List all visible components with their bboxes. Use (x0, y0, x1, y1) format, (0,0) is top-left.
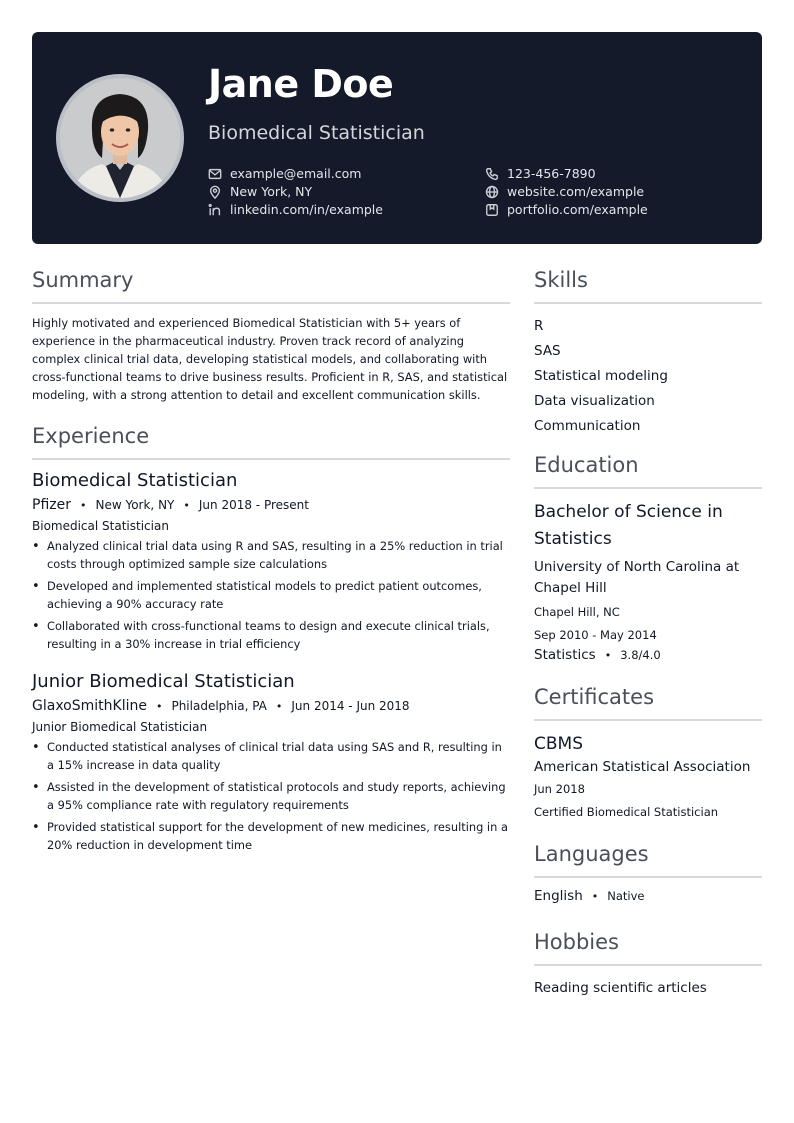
separator-dot: • (183, 499, 190, 512)
certificate-date: Jun 2018 (534, 782, 585, 796)
language-entry (534, 888, 762, 904)
certificate-issuer: American Statistical Association (534, 759, 751, 775)
separator-dot: • (604, 649, 612, 662)
resume-header (32, 32, 762, 244)
education-title: Education (534, 453, 762, 489)
certificate-name: CBMS (534, 734, 583, 754)
mail-icon (208, 167, 222, 181)
phone-icon (485, 167, 499, 181)
contact-info (208, 166, 748, 226)
linkedin-icon (208, 203, 222, 217)
job-bullets (32, 537, 510, 653)
experience-title: Experience (32, 424, 510, 460)
job-entry (32, 470, 510, 653)
job-title: Junior Biomedical Statistician (32, 671, 295, 692)
skill-item: Statistical modeling (534, 368, 668, 384)
separator-dot: • (591, 890, 599, 903)
skills-title: Skills (534, 268, 762, 304)
hobbies-list (534, 976, 762, 1001)
contact-portfolio[interactable] (485, 202, 648, 217)
skill-item: R (534, 318, 544, 334)
job-meta (32, 497, 510, 513)
job-dates: Jun 2018 - Present (198, 498, 309, 512)
globe-icon (485, 185, 499, 199)
left-column (32, 268, 510, 872)
education-field: Statistics (534, 647, 596, 663)
job-dates: Jun 2014 - Jun 2018 (291, 699, 410, 713)
contact-website-text: website.com/example (507, 184, 645, 199)
hobbies-title: Hobbies (534, 930, 762, 966)
contact-website[interactable] (485, 184, 644, 199)
education-dates: Sep 2010 - May 2014 (534, 628, 657, 642)
contact-linkedin[interactable] (208, 202, 383, 217)
job-bullet: • Analyzed clinical trial data using R and SAS, resulting in a 25% reduction in trial costs through optimized sample size calculations (32, 537, 510, 573)
candidate-headline: Biomedical Statistician (208, 122, 425, 144)
contact-email[interactable] (208, 166, 361, 181)
location-pin-icon (208, 185, 222, 199)
certificates-title: Certificates (534, 685, 762, 721)
skills-list (534, 314, 762, 439)
hobby-item: Reading scientific articles (534, 980, 707, 996)
summary-title: Summary (32, 268, 510, 304)
job-company: Pfizer (32, 497, 71, 513)
profile-photo (56, 74, 184, 202)
job-bullet: • Assisted in the development of statistical protocols and study reports, achieving a 95% compliance rate with regulatory requirements (32, 778, 510, 814)
contact-location-text: New York, NY (230, 184, 313, 199)
separator-dot: • (79, 499, 87, 512)
language-name: English (534, 888, 583, 904)
contact-phone-text: 123-456-7890 (507, 166, 596, 181)
job-meta (32, 698, 510, 714)
job-location: New York, NY (95, 498, 175, 512)
education-field-row (534, 647, 762, 663)
candidate-name: Jane Doe (208, 62, 394, 106)
education-location: Chapel Hill, NC (534, 605, 620, 619)
profile-photo-illustration (60, 78, 180, 198)
job-role: Biomedical Statistician (32, 519, 169, 533)
education-school: University of North Carolina at Chapel Hill (534, 559, 740, 596)
contact-email-text: example@email.com (230, 166, 362, 181)
certificate-description: Certified Biomedical Statistician (534, 805, 719, 819)
contact-location (208, 184, 312, 199)
separator-dot: • (275, 700, 283, 713)
education-degree: Bachelor of Science in Statistics (534, 502, 723, 549)
job-title: Biomedical Statistician (32, 470, 238, 491)
job-bullet: • Conducted statistical analyses of clinical trial data using SAS and R, resulting in a 15% increase in data quality (32, 738, 510, 774)
certificate-entry (534, 731, 762, 824)
language-level: Native (607, 889, 645, 903)
summary-text: Highly motivated and experienced Biomedical Statistician with 5+ years of experience in the pharmaceutical industry. Proven track record of analyzing complex clinical trial data, developing statistical models, and collaborating with cross-functional teams to drive business results. Proficient in R, SAS, and statistical modeling, with a strong attention to detail and excellent communication skills. (32, 316, 508, 402)
job-company: GlaxoSmithKline (32, 698, 147, 714)
contact-linkedin-text: linkedin.com/in/example (230, 202, 383, 217)
education-gpa: 3.8/4.0 (620, 648, 661, 662)
right-column (534, 268, 762, 1015)
education-entry (534, 499, 762, 663)
job-bullet: • Provided statistical support for the development of new medicines, resulting in a 20% reduction in development time (32, 818, 510, 854)
job-bullet: • Developed and implemented statistical models to predict patient outcomes, achieving a 90% accuracy rate (32, 577, 510, 613)
job-bullets (32, 738, 510, 854)
job-role: Junior Biomedical Statistician (32, 720, 208, 734)
contact-phone[interactable] (485, 166, 596, 181)
languages-title: Languages (534, 842, 762, 878)
skill-item: Data visualization (534, 393, 655, 409)
portfolio-icon (485, 203, 499, 217)
skill-item: Communication (534, 418, 641, 434)
job-location: Philadelphia, PA (171, 699, 267, 713)
skill-item: SAS (534, 343, 561, 359)
contact-portfolio-text: portfolio.com/example (507, 202, 648, 217)
job-entry (32, 671, 510, 854)
separator-dot: • (155, 700, 163, 713)
job-bullet: • Collaborated with cross-functional teams to design and execute clinical trials, resulting in a 30% increase in trial efficiency (32, 617, 510, 653)
